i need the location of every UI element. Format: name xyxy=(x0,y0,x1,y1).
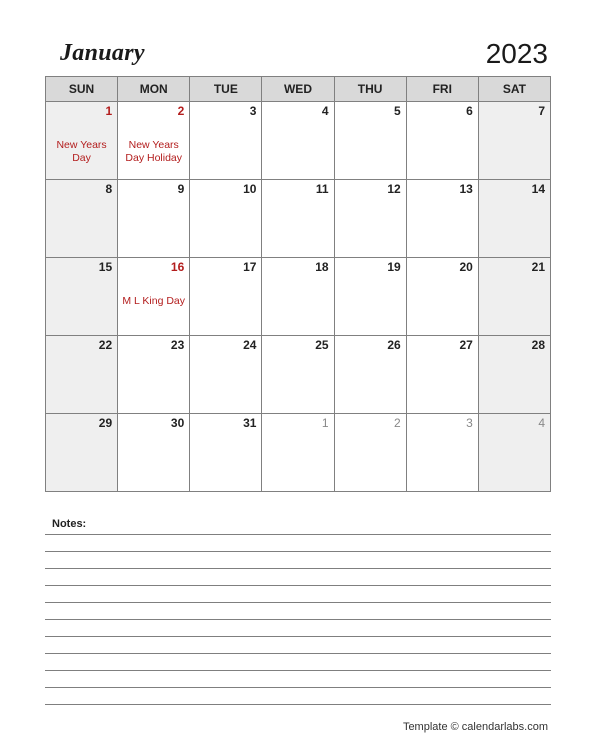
day-cell xyxy=(262,102,334,180)
day-number: 14 xyxy=(531,182,545,196)
month-title: January xyxy=(60,40,145,66)
day-number: 15 xyxy=(98,260,113,274)
day-number: 2 xyxy=(177,104,185,118)
weekday-header-sat: SAT xyxy=(478,77,550,102)
day-cell xyxy=(118,180,190,258)
note-line xyxy=(45,602,551,603)
day-number: 9 xyxy=(177,182,185,196)
day-number: 19 xyxy=(387,260,401,274)
day-cell xyxy=(190,414,262,492)
day-cell xyxy=(406,102,478,180)
day-number: 3 xyxy=(466,416,473,430)
day-cell xyxy=(334,102,406,180)
day-cell xyxy=(262,180,334,258)
footer-credit: Template © calendarlabs.com xyxy=(402,721,548,733)
day-cell xyxy=(118,336,190,414)
day-cell xyxy=(406,180,478,258)
day-number: 23 xyxy=(170,338,185,352)
calendar-grid xyxy=(45,76,551,492)
day-cell xyxy=(262,258,334,336)
day-number: 30 xyxy=(170,416,185,430)
day-number: 28 xyxy=(531,338,545,352)
day-number: 11 xyxy=(315,182,329,196)
day-number: 17 xyxy=(243,260,257,274)
week-row xyxy=(46,336,551,414)
day-cell xyxy=(118,258,190,336)
day-number: 31 xyxy=(243,416,257,430)
day-number: 21 xyxy=(531,260,545,274)
day-number: 24 xyxy=(243,338,257,352)
day-number: 4 xyxy=(538,416,545,430)
day-number: 13 xyxy=(459,182,473,196)
weekday-header-sun: SUN xyxy=(46,77,118,102)
note-line xyxy=(45,636,551,637)
day-number: 29 xyxy=(98,416,113,430)
holiday-label: M L King Day xyxy=(122,295,186,307)
day-cell xyxy=(46,336,118,414)
day-cell xyxy=(46,102,118,180)
weekday-header-row xyxy=(46,77,551,102)
notes-label: Notes: xyxy=(52,518,87,530)
day-cell xyxy=(46,414,118,492)
note-line xyxy=(45,704,551,705)
day-cell xyxy=(190,180,262,258)
note-line xyxy=(45,585,551,586)
note-line xyxy=(45,534,551,535)
day-cell xyxy=(406,258,478,336)
day-number: 4 xyxy=(321,104,329,118)
week-row xyxy=(46,414,551,492)
note-line xyxy=(45,670,551,671)
day-cell xyxy=(478,258,550,336)
day-number: 25 xyxy=(315,338,329,352)
day-cell xyxy=(190,336,262,414)
weekday-header-wed: WED xyxy=(262,77,334,102)
day-cell xyxy=(262,414,334,492)
day-number: 5 xyxy=(394,104,401,118)
day-cell xyxy=(190,258,262,336)
holiday-label: New Years Day Holiday xyxy=(125,139,183,164)
day-cell xyxy=(478,102,550,180)
day-number: 27 xyxy=(459,338,473,352)
weekday-header-fri: FRI xyxy=(406,77,478,102)
note-line xyxy=(45,551,551,552)
day-cell xyxy=(478,414,550,492)
day-cell xyxy=(262,336,334,414)
day-number: 7 xyxy=(538,104,545,118)
day-cell xyxy=(118,102,190,180)
day-cell xyxy=(334,336,406,414)
day-cell xyxy=(478,180,550,258)
day-cell xyxy=(46,258,118,336)
week-row xyxy=(46,258,551,336)
day-cell xyxy=(406,336,478,414)
year-title: 2023 xyxy=(485,38,548,69)
day-cell xyxy=(190,102,262,180)
note-line xyxy=(45,653,551,654)
day-cell xyxy=(118,414,190,492)
weekday-header-thu: THU xyxy=(334,77,406,102)
day-number: 2 xyxy=(394,416,401,430)
day-number: 26 xyxy=(387,338,401,352)
weekday-header-tue: TUE xyxy=(190,77,262,102)
day-number: 12 xyxy=(387,182,401,196)
week-row xyxy=(46,180,551,258)
week-row xyxy=(46,102,551,180)
day-number: 8 xyxy=(105,182,113,196)
day-cell xyxy=(46,180,118,258)
day-number: 18 xyxy=(315,260,329,274)
weekday-header-mon: MON xyxy=(118,77,190,102)
holiday-label: New Years Day xyxy=(56,139,107,164)
day-cell xyxy=(334,414,406,492)
day-cell xyxy=(406,414,478,492)
note-line xyxy=(45,568,551,569)
day-number: 3 xyxy=(249,104,257,118)
day-cell xyxy=(334,258,406,336)
day-cell xyxy=(334,180,406,258)
day-number: 10 xyxy=(243,182,257,196)
day-number: 1 xyxy=(105,104,113,118)
note-line xyxy=(45,687,551,688)
day-number: 20 xyxy=(459,260,473,274)
day-cell xyxy=(478,336,550,414)
day-number: 1 xyxy=(321,416,329,430)
day-number: 6 xyxy=(466,104,473,118)
note-line xyxy=(45,619,551,620)
day-number: 16 xyxy=(170,260,185,274)
day-number: 22 xyxy=(98,338,113,352)
